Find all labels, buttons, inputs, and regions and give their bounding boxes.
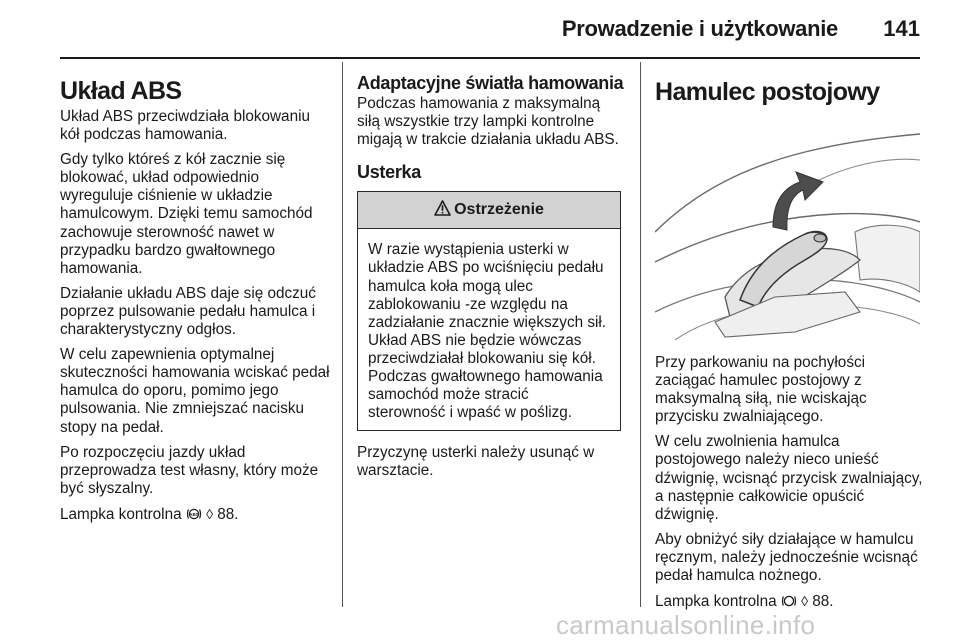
adaptive-brake-lights-text: Podczas hamowania z maksymalną siłą wszystkie trzy lampki kontrolne migają w trakcie działania układu ABS.: [357, 95, 619, 149]
abs-lamp-reference: [60, 505, 332, 524]
abs-paragraph-4: W celu zapewnienia optymalnej skuteczności hamowania wciskać pedał hamulca do oporu, pomimo jego pulsowania. Nie zmniejszać nacisku stopy na pedał.: [60, 346, 330, 436]
fault-heading: Usterka: [357, 162, 421, 183]
page-header: [0, 0, 960, 58]
column-brake-lights: [357, 64, 625, 488]
warning-text: W razie wystąpienia usterki w układzie ABS po wciśnięciu pedału hamulca koła mogą ulec zablokowaniu -ze względu na zadziałanie znacznie większych sił. Układ ABS nie będzie wówczas przeciwdziałał blokowaniu się kół. Podczas gwałtownego hamowania samochód może stracić sterowność i wpaść w poślizg.: [368, 241, 607, 422]
column-parking-brake: [655, 64, 927, 618]
lamp-ref-label: Lampka kontrolna: [60, 505, 182, 523]
abs-paragraph-2: Gdy tylko któreś z kół zacznie się blokować, układ odpowiednio wyreguluje ciśnienie w układzie hamulcowym. Dzięki temu samochód zachowuje sterowność nawet w przypadku bardzo gwałtownego hamowania.: [60, 151, 313, 277]
abs-heading: Układ ABS: [60, 77, 182, 105]
fault-repair-text: Przyczynę usterki należy usunąć w warsztacie.: [357, 444, 595, 480]
handbrake-lever-illustration: [655, 122, 920, 340]
brake-warning-lamp-icon: [781, 593, 801, 610]
page-ref-arrow-icon: ◊: [206, 505, 214, 522]
watermark: carmanualsonline.info: [556, 610, 816, 640]
warning-triangle-icon: [434, 200, 454, 221]
column-divider-2: [640, 62, 641, 607]
svg-text:ABS: ABS: [189, 511, 199, 517]
parking-brake-lamp-reference: [655, 592, 927, 611]
warning-header: [358, 192, 620, 229]
abs-warning-lamp-icon: [186, 506, 206, 523]
warning-box: [357, 191, 621, 431]
column-abs: [60, 64, 332, 531]
section-title: Prowadzenie i użytkowanie: [561, 16, 838, 41]
abs-paragraph-3: Działanie układu ABS daje się odczuć poprzez pulsowanie pedału hamulca i charakterystyczny odgłos.: [60, 284, 316, 339]
warning-title: Ostrzeżenie: [454, 201, 544, 219]
page-number: 141: [883, 16, 920, 41]
parking-brake-paragraph-3: Aby obniżyć siły działające w hamulcu ręcznym, należy jednocześnie wcisnąć pedał hamulca nożnego.: [655, 530, 918, 585]
abs-paragraph-5: Po rozpoczęciu jazdy układ przeprowadza test własny, który może być słyszalny.: [60, 443, 319, 497]
parking-brake-paragraph-1: Przy parkowaniu na pochyłości zaciągać hamulec postojowy z maksymalną siłą, nie wciskając przycisku zwalniającego.: [655, 354, 867, 426]
parking-brake-heading: Hamulec postojowy: [655, 78, 880, 106]
parking-brake-paragraph-2: W celu zwolnienia hamulca postojowego należy nieco unieść dźwignię, wcisnąć przycisk zwalniający, a następnie całkowicie opuścić dźwignię.: [655, 433, 923, 523]
lamp-ref-label: Lampka kontrolna: [655, 593, 777, 611]
adaptive-brake-lights-heading: Adaptacyjne światła hamowania: [357, 73, 624, 93]
header-divider: [60, 57, 920, 59]
page-ref-arrow-icon: ◊: [801, 593, 809, 610]
abs-paragraph-1: Układ ABS przeciwdziała blokowaniu kół podczas hamowania.: [60, 108, 310, 144]
lamp-ref-page: 88.: [217, 505, 239, 523]
column-divider-1: [342, 62, 343, 607]
lamp-ref-page: 88.: [812, 593, 834, 611]
